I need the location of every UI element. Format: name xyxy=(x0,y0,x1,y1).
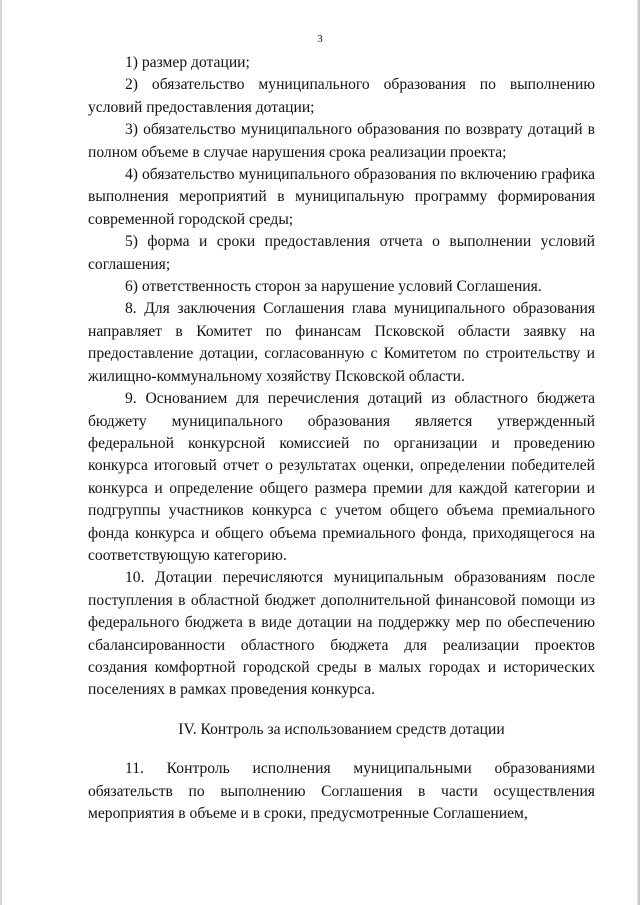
paragraph-item-1: 1) размер дотации; xyxy=(125,54,250,71)
paragraph-clause-10: 10. Дотации перечисляются муниципальным образованиям после поступления в областной бюджет дополнительной финансовой помощи из федерального бюджета в виде дотации на поддержку мер по обеспечению сбалансированности областного бюджета для реализации проектов создания комфортной городской среды в малых городах и исторических поселениях в рамках проведения конкурса. xyxy=(88,569,595,699)
paragraph-item-6: 6) ответственность сторон за нарушение условий Соглашения. xyxy=(125,278,542,296)
scan-edge-left xyxy=(0,0,2,905)
paragraph-clause-9: 9. Основанием для перечисления дотаций из областного бюджета бюджету муниципального образования является утвержденный федеральной конкурсной комиссией по организации и проведению конкурса итоговый отчет о результатах оценки, определении победителей конкурса и определение общего размера премии для каждой категории и подгруппы участников конкурса с учетом общего объема премиального фонда конкурса и общего объема премиального фонда, приходящегося на соответствующую категорию. xyxy=(88,390,595,564)
paragraph-item-3: 3) обязательство муниципального образования по возврату дотаций в полном объеме в случае нарушения срока реализации проекта; xyxy=(88,121,595,161)
paragraph-clause-8: 8. Для заключения Соглашения глава муниципального образования направляет в Комитет по финансам Псковской области заявку на предоставление дотации, согласованную с Комитетом по строительству и жилищно-коммунальному хозяйству Псковской области. xyxy=(88,300,595,385)
paragraph-item-5: 5) форма и сроки предоставления отчета о выполнении условий соглашения; xyxy=(88,233,595,273)
paragraph-clause-11: 11. Контроль исполнения муниципальными образованиями обязательств по выполнению Соглашения в части осуществления мероприятия в объеме и в сроки, предусмотренные Соглашением, xyxy=(88,760,595,822)
document-body xyxy=(88,52,595,825)
section-heading: IV. Контроль за использованием средств дотации xyxy=(178,720,505,738)
page-number: 3 xyxy=(317,33,323,45)
paragraph-item-4: 4) обязательство муниципального образования по включению графика выполнения мероприятий в муниципальную программу формирования современной городской среды; xyxy=(88,166,595,228)
paragraph-item-2: 2) обязательство муниципального образования по выполнению условий предоставления дотации; xyxy=(88,76,595,116)
